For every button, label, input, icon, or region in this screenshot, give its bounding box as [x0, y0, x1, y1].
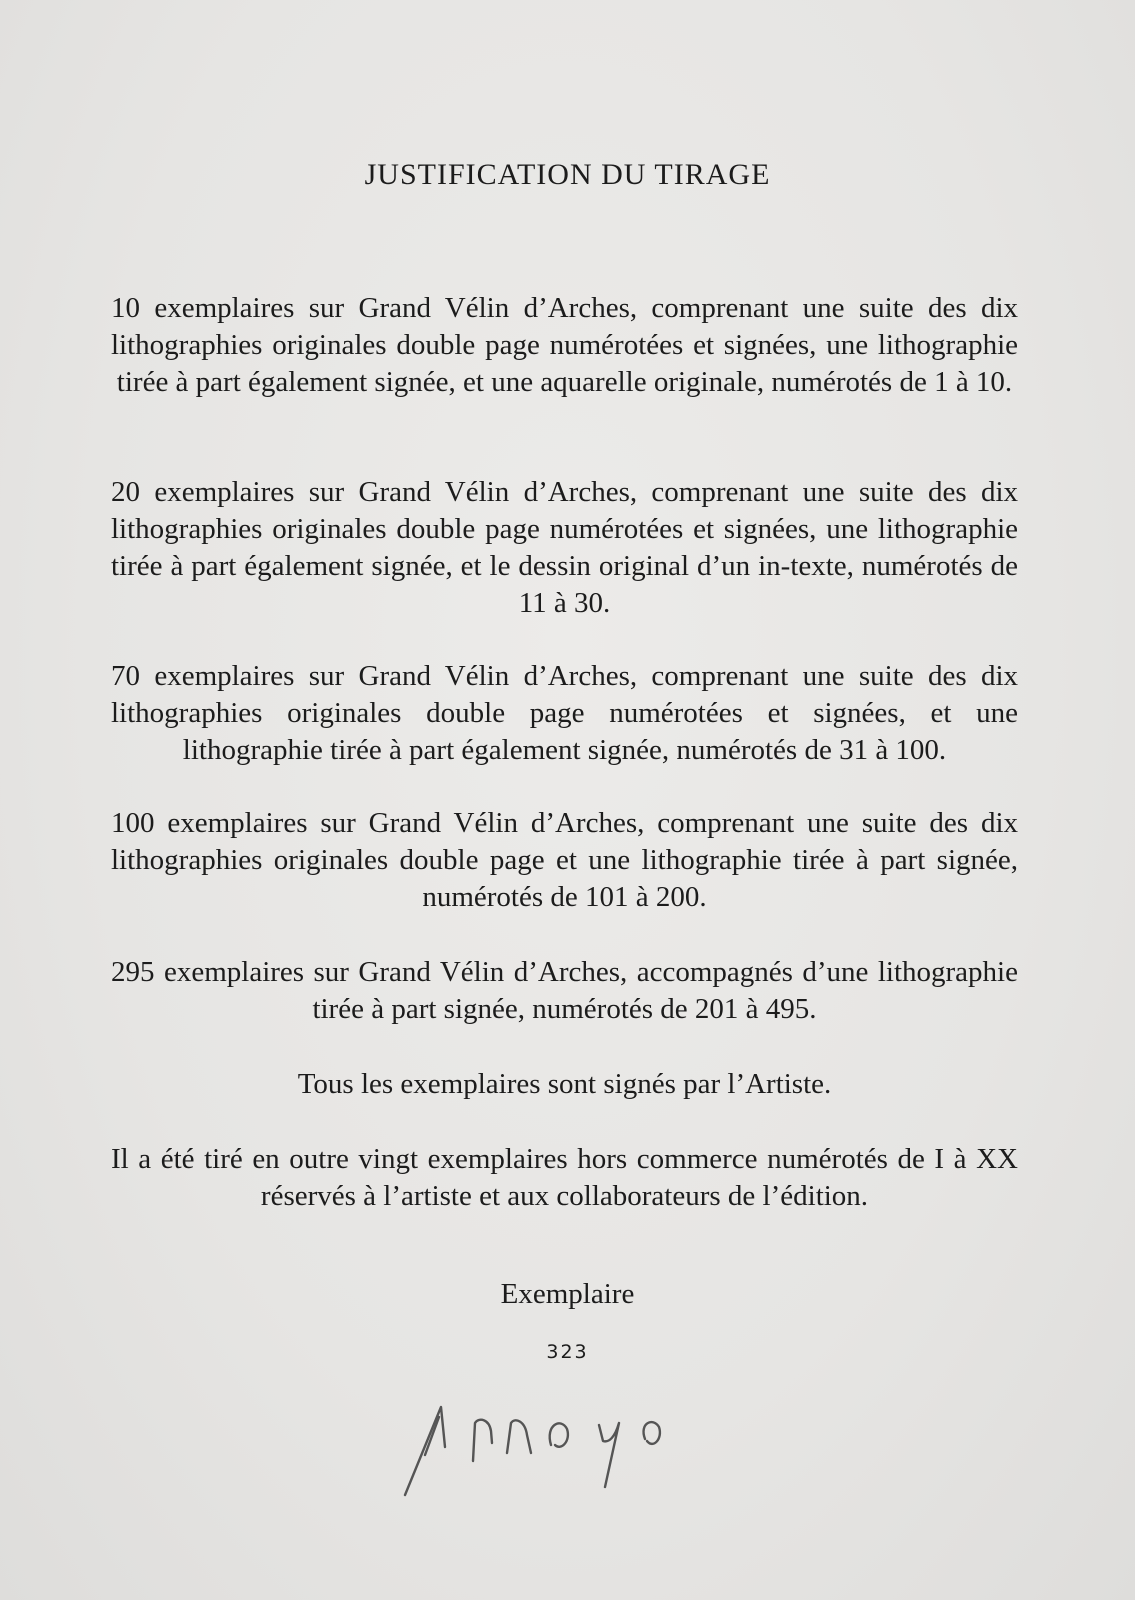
edition-paragraph-1: 10 exemplaires sur Grand Vélin d’Arches, comprenant une suite des dix lithographies originales double page numérotées et signées, une lithographie tirée à part également signée, et une aquarelle originale, numérotés de 1 à 10.	[111, 292, 1018, 398]
signed-note: Tous les exemplaires sont signés par l’Artiste.	[297, 1068, 832, 1100]
edition-paragraph-5: 295 exemplaires sur Grand Vélin d’Arches, accompagnés d’une lithographie tirée à part signée, numérotés de 201 à 495.	[111, 956, 1018, 1025]
copy-label: Exemplaire	[500, 1278, 635, 1310]
edition-paragraph-4: 100 exemplaires sur Grand Vélin d’Arches, comprenant une suite des dix lithographies originales double page et une lithographie tirée à part signée, numérotés de 101 à 200.	[111, 807, 1018, 913]
edition-paragraph-3: 70 exemplaires sur Grand Vélin d’Arches, comprenant une suite des dix lithographies originales double page numérotées et signées, et une lithographie tirée à part également signée, numérotés de 31 à 100.	[111, 660, 1018, 766]
hors-commerce-note: Il a été tiré en outre vingt exemplaires hors commerce numérotés de I à XX réservés à l’artiste et aux collaborateurs de l’édition.	[111, 1143, 1018, 1212]
page-title: JUSTIFICATION DU TIRAGE	[364, 158, 771, 191]
edition-paragraph-2: 20 exemplaires sur Grand Vélin d’Arches, comprenant une suite des dix lithographies originales double page numérotées et signées, une lithographie tirée à part également signée, et le dessin original d’un in-texte, numérotés de 11 à 30.	[111, 476, 1018, 619]
copy-number: 323	[546, 1341, 589, 1363]
handwritten-signature	[395, 1395, 795, 1505]
